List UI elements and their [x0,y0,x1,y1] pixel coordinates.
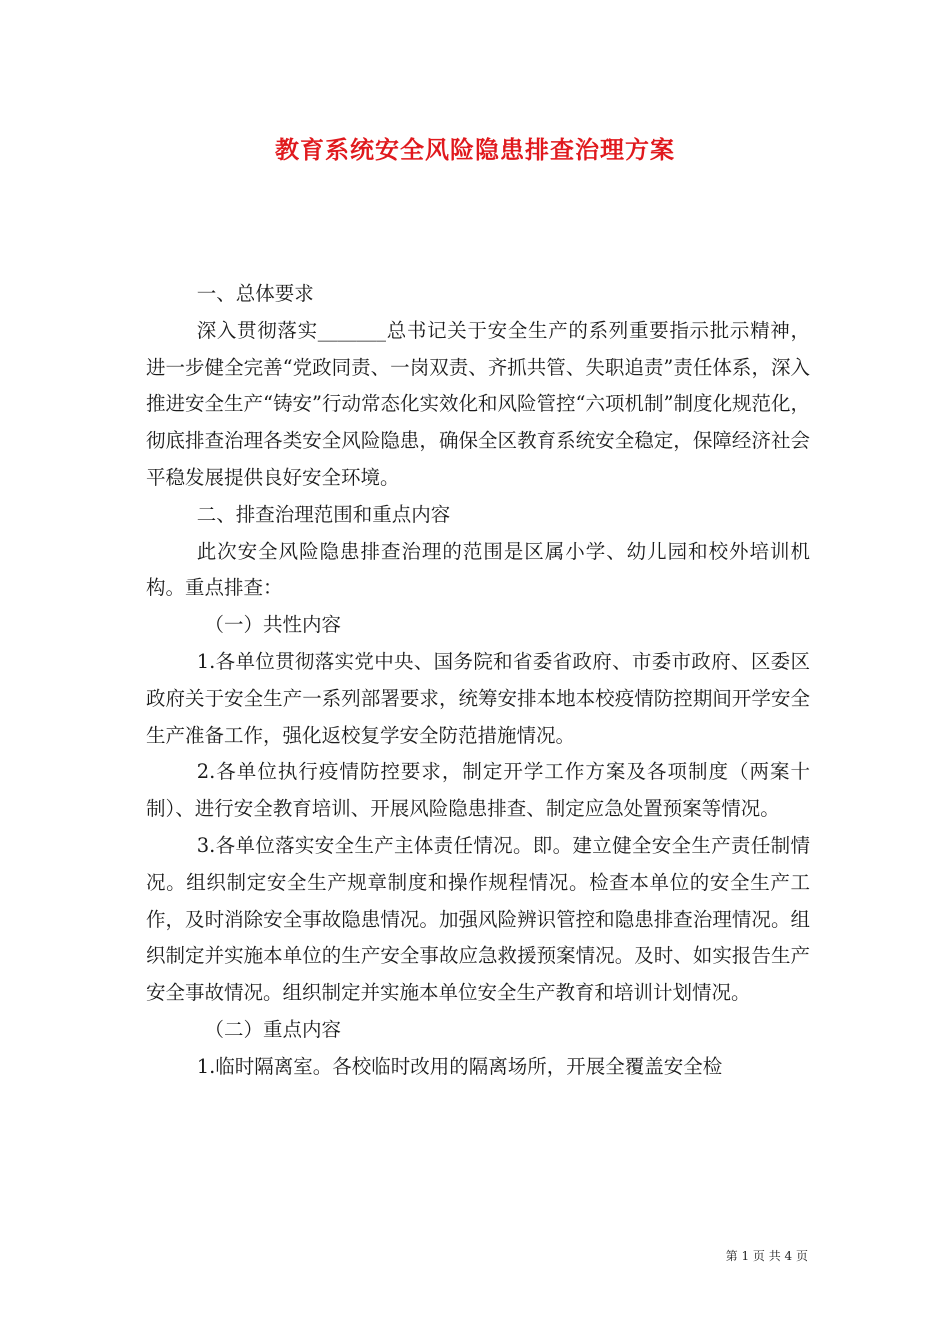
list-item-2: 2.各单位执行疫情防控要求，制定开学工作方案及各项制度（两案十制）、进行安全教育培训、开展风险隐患排查、制定应急处置预案等情况。 [146,760,810,821]
document-title: 教育系统安全风险隐患排查治理方案 [275,135,675,164]
document-body [146,276,810,1086]
list-item-3: 3.各单位落实安全生产主体责任情况。即。建立健全安全生产责任制情况。组织制定安全生产规章制度和操作规程情况。检查本单位的安全生产工作，及时消除安全事故隐患情况。加强风险辨识管控和隐患排查治理情况。组织制定并实施本单位的生产安全事故应急救援预案情况。及时、如实报告生产安全事故情况。组织制定并实施本单位安全生产教育和培训计划情况。 [146,833,810,1005]
paragraph-general-requirements: 深入贯彻落实_______总书记关于安全生产的系列重要指示批示精神，进一步健全完善“党政同责、一岗双责、齐抓共管、失职追责”责任体系，深入推进安全生产“铸安”行动常态化实效化和风险管控“六项机制”制度化规范化，彻底排查治理各类安全风险隐患，确保全区教育系统安全稳定，保障经济社会平稳发展提供良好安全环境。 [146,318,810,489]
paragraph-scope: 此次安全风险隐患排查治理的范围是区属小学、幼儿园和校外培训机构。重点排查： [146,539,810,600]
section-heading-2: 二、排查治理范围和重点内容 [196,502,451,526]
subsection-heading-common: （一）共性内容 [204,613,342,637]
page-number: 第 1 页 共 4 页 [725,1249,808,1263]
list-item-1: 1.各单位贯彻落实党中央、国务院和省委省政府、市委市政府、区委区政府关于安全生产一系列部署要求，统筹安排本地本校疫情防控期间开学安全生产准备工作，强化返校复学安全防范措施情况。 [146,649,810,747]
list-item-key-1: 1.临时隔离室。各校临时改用的隔离场所，开展全覆盖安全检 [196,1054,723,1078]
section-heading-1: 一、总体要求 [196,282,314,305]
subsection-heading-key: （二）重点内容 [204,1017,342,1041]
